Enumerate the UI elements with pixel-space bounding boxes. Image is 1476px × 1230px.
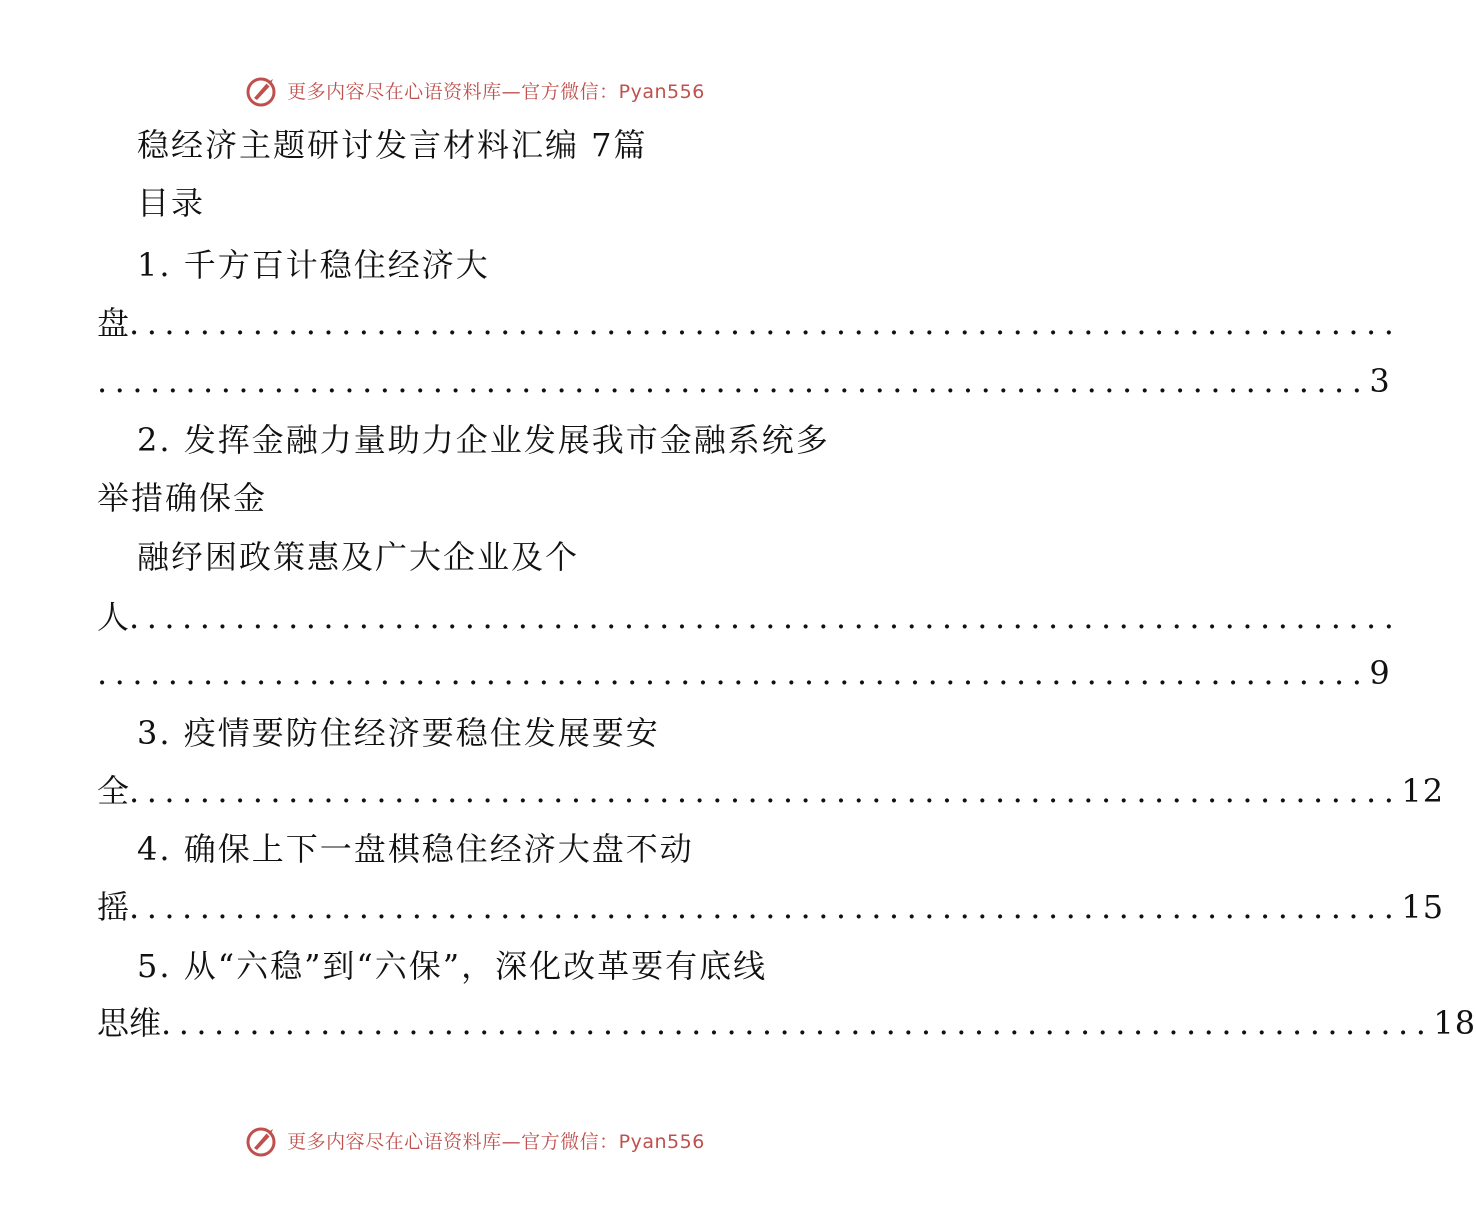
toc-entry-5-page: 18 xyxy=(1433,1004,1476,1042)
toc-entry-3-leader xyxy=(97,771,1445,811)
toc-entry-2-wrap: 举措确保金 xyxy=(97,479,268,517)
toc-entry-4-title: 4. 确保上下一盘棋稳住经济大盘不动 xyxy=(137,830,694,868)
toc-entry-5-lead-word: 思维 xyxy=(97,1004,162,1042)
toc-entry-2-leader xyxy=(97,597,1402,637)
toc-entry-1-leader xyxy=(97,303,1402,343)
toc-entry-4-leader xyxy=(97,887,1445,927)
watermark-text: 更多内容尽在心语资料库—官方微信：Pyan556 xyxy=(287,1130,705,1153)
toc-entry-3-page: 12 xyxy=(1401,772,1445,810)
watermark-banner-top xyxy=(0,70,950,110)
toc-entry-1-lead-word: 盘 xyxy=(97,304,130,342)
toc-entry-2-title: 2. 发挥金融力量助力企业发展我市金融系统多 xyxy=(137,421,830,459)
dot-leader: ........................................................................ xyxy=(97,362,1370,400)
toc-entry-1-page: 3 xyxy=(1369,362,1391,400)
toc-heading: 目录 xyxy=(137,184,206,222)
toc-entry-2-page-line xyxy=(97,653,1391,693)
toc-entry-2-page: 9 xyxy=(1369,654,1391,692)
document-title: 稳经济主题研讨发言材料汇编 7篇 xyxy=(137,126,648,164)
toc-entry-4-lead-word: 摇 xyxy=(97,888,130,926)
toc-entry-4-page: 15 xyxy=(1401,888,1445,926)
dot-leader: ........................................................................ xyxy=(129,304,1402,342)
toc-entry-5-leader xyxy=(97,1003,1476,1043)
dot-leader: ........................................................................ xyxy=(161,1004,1434,1042)
toc-entry-2-lead-word: 人 xyxy=(97,598,130,636)
pen-nib-logo-icon xyxy=(245,72,281,108)
dot-leader: ........................................................................ xyxy=(129,772,1402,810)
dot-leader: ........................................................................ xyxy=(97,654,1370,692)
toc-entry-3-lead-word: 全 xyxy=(97,772,130,810)
toc-entry-5-title: 5. 从“六稳”到“六保”，深化改革要有底线 xyxy=(137,947,768,985)
watermark-banner-bottom xyxy=(0,1120,950,1160)
dot-leader: ........................................................................ xyxy=(129,598,1402,636)
pen-nib-logo-icon xyxy=(245,1122,281,1158)
toc-entry-1-title: 1. 千方百计稳住经济大 xyxy=(137,246,490,284)
watermark-text: 更多内容尽在心语资料库—官方微信：Pyan556 xyxy=(287,80,705,103)
toc-entry-2-indent: 融纾困政策惠及广大企业及个 xyxy=(137,538,580,576)
toc-entry-3-title: 3. 疫情要防住经济要稳住发展要安 xyxy=(137,714,660,752)
toc-entry-1-page-line xyxy=(97,361,1391,401)
dot-leader: ........................................................................ xyxy=(129,888,1402,926)
